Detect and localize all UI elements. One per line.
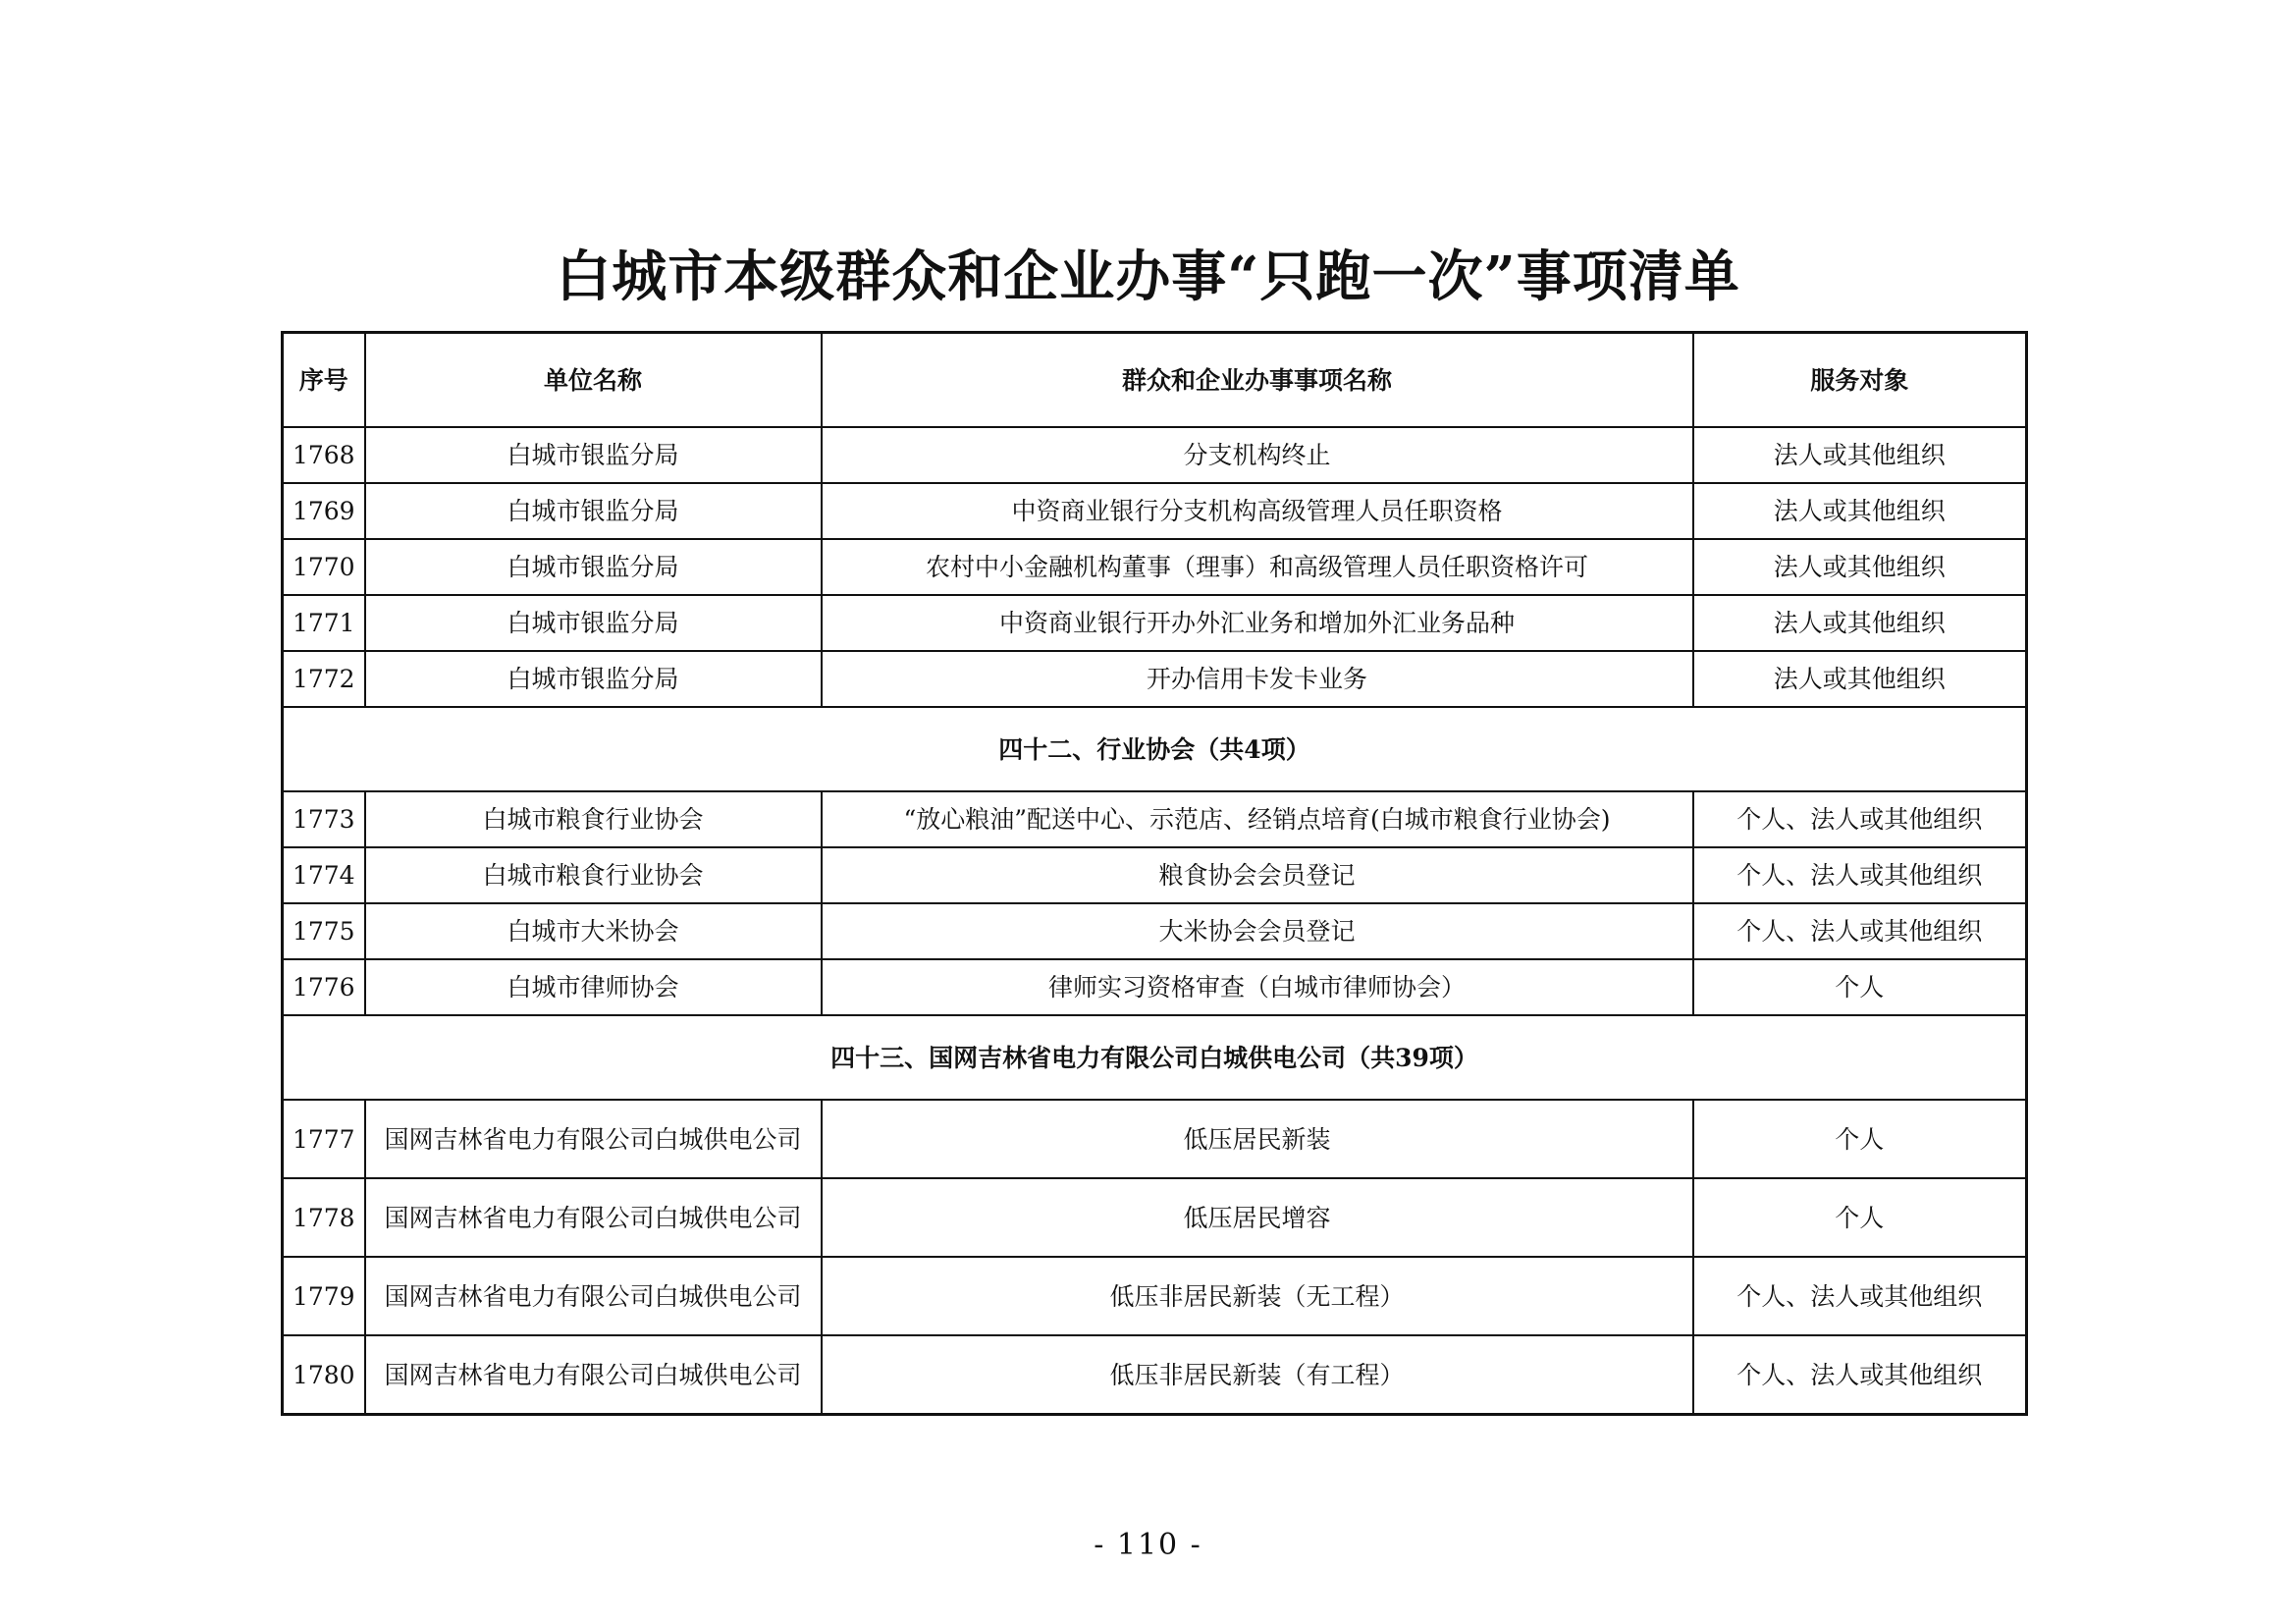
cell-seq: 1776 — [283, 959, 365, 1015]
cell-item: 分支机构终止 — [822, 427, 1693, 483]
cell-seq: 1771 — [283, 595, 365, 651]
page-number: - 110 - — [1094, 1528, 1202, 1562]
cell-target: 个人 — [1693, 1178, 2027, 1257]
cell-item: 律师实习资格审查（白城市律师协会） — [822, 959, 1693, 1015]
cell-target: 法人或其他组织 — [1693, 651, 2027, 707]
cell-item: 中资商业银行开办外汇业务和增加外汇业务品种 — [822, 595, 1693, 651]
section-header-row — [283, 707, 2027, 791]
section-title: 四十二、行业协会（共4项） — [283, 707, 2027, 791]
section-header-row — [283, 1015, 2027, 1100]
cell-target: 个人、法人或其他组织 — [1693, 791, 2027, 847]
cell-unit: 白城市银监分局 — [365, 595, 822, 651]
cell-seq: 1774 — [283, 847, 365, 903]
cell-item: 低压居民增容 — [822, 1178, 1693, 1257]
cell-target: 法人或其他组织 — [1693, 539, 2027, 595]
cell-target: 法人或其他组织 — [1693, 427, 2027, 483]
table-row — [283, 427, 2027, 483]
cell-unit: 白城市银监分局 — [365, 539, 822, 595]
section-title: 四十三、国网吉林省电力有限公司白城供电公司（共39项） — [283, 1015, 2027, 1100]
table-row — [283, 959, 2027, 1015]
cell-item: 低压非居民新装（有工程） — [822, 1335, 1693, 1415]
cell-seq: 1772 — [283, 651, 365, 707]
table-row — [283, 791, 2027, 847]
cell-unit: 白城市银监分局 — [365, 483, 822, 539]
table-row — [283, 539, 2027, 595]
table-row — [283, 1100, 2027, 1178]
cell-item: 低压居民新装 — [822, 1100, 1693, 1178]
cell-target: 个人、法人或其他组织 — [1693, 847, 2027, 903]
cell-target: 个人、法人或其他组织 — [1693, 1257, 2027, 1335]
cell-seq: 1769 — [283, 483, 365, 539]
header-seq: 序号 — [283, 333, 365, 428]
cell-seq: 1777 — [283, 1100, 365, 1178]
cell-seq: 1779 — [283, 1257, 365, 1335]
cell-unit: 国网吉林省电力有限公司白城供电公司 — [365, 1335, 822, 1415]
table-row — [283, 595, 2027, 651]
cell-target: 个人 — [1693, 959, 2027, 1015]
cell-unit: 白城市大米协会 — [365, 903, 822, 959]
table-row — [283, 1335, 2027, 1415]
cell-target: 个人 — [1693, 1100, 2027, 1178]
cell-target: 个人、法人或其他组织 — [1693, 903, 2027, 959]
cell-item: 中资商业银行分支机构高级管理人员任职资格 — [822, 483, 1693, 539]
cell-target: 法人或其他组织 — [1693, 483, 2027, 539]
cell-unit: 国网吉林省电力有限公司白城供电公司 — [365, 1178, 822, 1257]
cell-seq: 1778 — [283, 1178, 365, 1257]
table-row — [283, 847, 2027, 903]
header-item: 群众和企业办事事项名称 — [822, 333, 1693, 428]
cell-item: 农村中小金融机构董事（理事）和高级管理人员任职资格许可 — [822, 539, 1693, 595]
cell-item: “放心粮油”配送中心、示范店、经销点培育(白城市粮食行业协会) — [822, 791, 1693, 847]
cell-unit: 白城市律师协会 — [365, 959, 822, 1015]
cell-target: 法人或其他组织 — [1693, 595, 2027, 651]
cell-unit: 白城市粮食行业协会 — [365, 791, 822, 847]
cell-unit: 国网吉林省电力有限公司白城供电公司 — [365, 1100, 822, 1178]
cell-seq: 1775 — [283, 903, 365, 959]
cell-seq: 1768 — [283, 427, 365, 483]
cell-target: 个人、法人或其他组织 — [1693, 1335, 2027, 1415]
table-row — [283, 903, 2027, 959]
cell-unit: 白城市银监分局 — [365, 651, 822, 707]
table-header-row — [283, 333, 2027, 428]
table-row — [283, 1178, 2027, 1257]
header-unit: 单位名称 — [365, 333, 822, 428]
cell-seq: 1773 — [283, 791, 365, 847]
cell-item: 低压非居民新装（无工程） — [822, 1257, 1693, 1335]
header-target: 服务对象 — [1693, 333, 2027, 428]
cell-unit: 白城市粮食行业协会 — [365, 847, 822, 903]
cell-item: 大米协会会员登记 — [822, 903, 1693, 959]
cell-item: 粮食协会会员登记 — [822, 847, 1693, 903]
table-row — [283, 483, 2027, 539]
cell-unit: 白城市银监分局 — [365, 427, 822, 483]
cell-unit: 国网吉林省电力有限公司白城供电公司 — [365, 1257, 822, 1335]
page-title: 白城市本级群众和企业办事“只跑一次”事项清单 — [556, 244, 1740, 309]
cell-seq: 1770 — [283, 539, 365, 595]
table-row — [283, 651, 2027, 707]
cell-seq: 1780 — [283, 1335, 365, 1415]
table-row — [283, 1257, 2027, 1335]
cell-item: 开办信用卡发卡业务 — [822, 651, 1693, 707]
items-table — [281, 331, 2028, 1416]
